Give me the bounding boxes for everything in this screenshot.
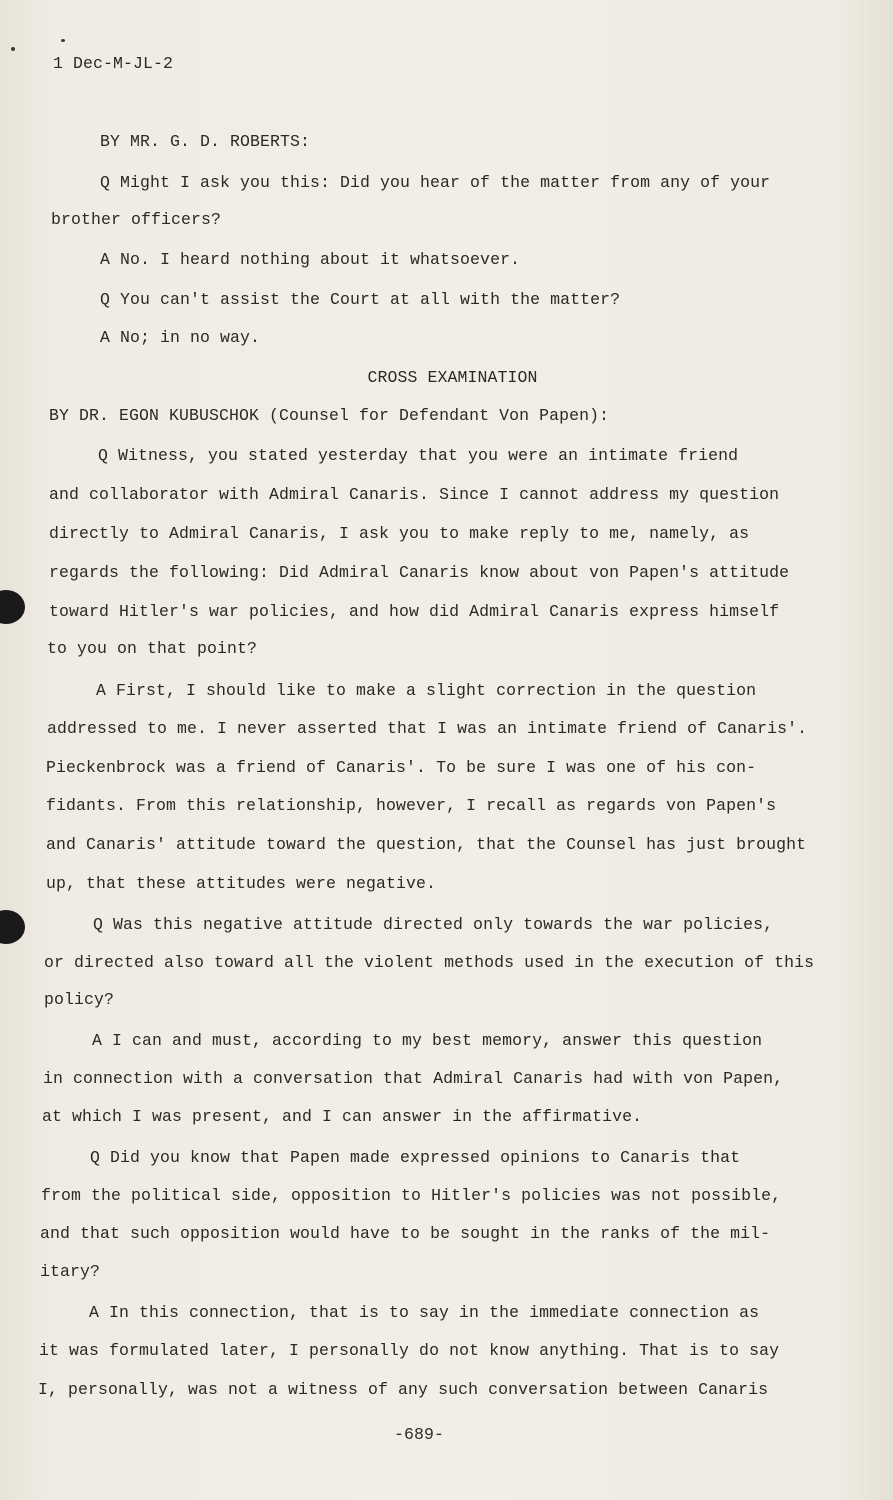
transcript-line: Q Witness, you stated yesterday that you were an intimate friend bbox=[98, 446, 739, 465]
transcript-line: Q Did you know that Papen made expressed opinions to Canaris that bbox=[90, 1148, 741, 1167]
transcript-line: and that such opposition would have to be sought in the ranks of the mil- bbox=[40, 1224, 771, 1243]
transcript-line: from the political side, opposition to Hitler's policies was not possible, bbox=[41, 1186, 782, 1205]
transcript-line: up, that these attitudes were negative. bbox=[46, 874, 437, 893]
examiner-heading: BY DR. EGON KUBUSCHOK (Counsel for Defendant Von Papen): bbox=[49, 406, 610, 425]
transcript-line: and Canaris' attitude toward the question, that the Counsel has just brought bbox=[46, 835, 807, 854]
transcript-line: policy? bbox=[44, 990, 115, 1009]
transcript-line: or directed also toward all the violent methods used in the execution of this bbox=[44, 953, 815, 972]
transcript-line: A In this connection, that is to say in the immediate connection as bbox=[89, 1303, 760, 1322]
transcript-line: Q You can't assist the Court at all with the matter? bbox=[100, 290, 621, 309]
transcript-line: A No; in no way. bbox=[100, 328, 261, 347]
transcript-line: brother officers? bbox=[51, 210, 222, 229]
transcript-line: it was formulated later, I personally do not know anything. That is to say bbox=[39, 1341, 780, 1360]
transcript-line: to you on that point? bbox=[47, 639, 258, 658]
transcript-line: A I can and must, according to my best memory, answer this question bbox=[92, 1031, 763, 1050]
cross-examination-heading: CROSS EXAMINATION bbox=[367, 368, 538, 387]
transcript-line: fidants. From this relationship, however, I recall as regards von Papen's bbox=[46, 796, 777, 815]
ink-speck bbox=[11, 47, 15, 51]
transcript-line: Pieckenbrock was a friend of Canaris'. To be sure I was one of his con- bbox=[46, 758, 757, 777]
transcript-line: toward Hitler's war policies, and how did Admiral Canaris express himself bbox=[49, 602, 780, 621]
transcript-line: regards the following: Did Admiral Canaris know about von Papen's attitude bbox=[49, 563, 790, 582]
punch-hole-bottom bbox=[0, 910, 25, 944]
transcript-line: and collaborator with Admiral Canaris. Since I cannot address my question bbox=[49, 485, 780, 504]
page-number: -689- bbox=[394, 1425, 445, 1444]
transcript-line: Q Might I ask you this: Did you hear of the matter from any of your bbox=[100, 173, 771, 192]
transcript-line: Q Was this negative attitude directed only towards the war policies, bbox=[93, 915, 774, 934]
ink-speck bbox=[61, 39, 65, 42]
transcript-line: in connection with a conversation that Admiral Canaris had with von Papen, bbox=[43, 1069, 784, 1088]
document-reference: 1 Dec-M-JL-2 bbox=[53, 54, 174, 73]
transcript-line: at which I was present, and I can answer in the affirmative. bbox=[42, 1107, 643, 1126]
punch-hole-top bbox=[0, 590, 25, 624]
transcript-line: A No. I heard nothing about it whatsoever. bbox=[100, 250, 521, 269]
transcript-line: I, personally, was not a witness of any such conversation between Canaris bbox=[38, 1380, 769, 1399]
transcript-line: A First, I should like to make a slight correction in the question bbox=[96, 681, 757, 700]
transcript-line: itary? bbox=[40, 1262, 101, 1281]
transcript-line: directly to Admiral Canaris, I ask you to make reply to me, namely, as bbox=[49, 524, 750, 543]
transcript-line: addressed to me. I never asserted that I was an intimate friend of Canaris'. bbox=[47, 719, 808, 738]
examiner-heading: BY MR. G. D. ROBERTS: bbox=[100, 132, 311, 151]
